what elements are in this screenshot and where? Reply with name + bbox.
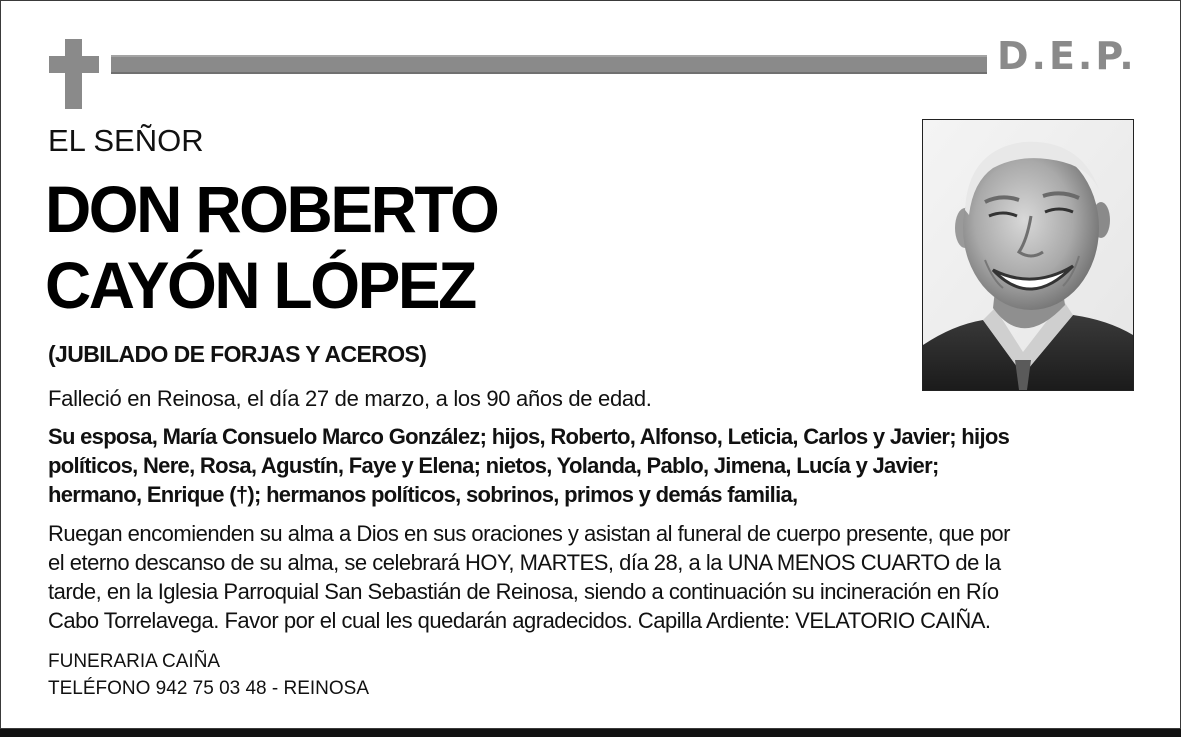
death-notice: Falleció en Reinosa, el día 27 de marzo, a los 90 años de edad.	[48, 386, 652, 411]
bottom-band	[0, 729, 1181, 737]
funeral-home	[48, 648, 369, 702]
family-line: hermano, Enrique (†); hermanos políticos, sobrinos, primos y demás familia,	[48, 482, 798, 507]
request-line: Ruegan encomienden su alma a Dios en sus oraciones y asistan al funeral de cuerpo presente, que por	[48, 521, 1010, 546]
family-line: Su esposa, María Consuelo Marco González; hijos, Roberto, Alfonso, Leticia, Carlos y Javier; hijos	[48, 424, 1010, 449]
family-line: políticos, Nere, Rosa, Agustín, Faye y Elena; nietos, Yolanda, Pablo, Jimena, Lucía y Javier;	[48, 453, 939, 478]
funeral-home-phone: TELÉFONO 942 75 03 48 - REINOSA	[48, 678, 370, 699]
portrait-photo	[922, 119, 1134, 391]
honorific: EL SEÑOR	[48, 123, 204, 158]
occupation: (JUBILADO DE FORJAS Y ACEROS)	[48, 341, 427, 367]
name-line-2: CAYÓN LÓPEZ	[45, 248, 475, 322]
request-line: Cabo Torrelavega. Favor por el cual les quedarán agradecidos. Capilla Ardiente: VELATORIO CAIÑA.	[48, 608, 991, 633]
name-line-1: DON ROBERTO	[45, 172, 498, 246]
funeral-home-name: FUNERARIA CAIÑA	[48, 651, 221, 672]
family-list	[48, 422, 1138, 509]
deceased-name	[45, 171, 497, 323]
funeral-request	[48, 519, 1138, 635]
request-line: el eterno descanso de su alma, se celebrará HOY, MARTES, día 28, a la UNA MENOS CUARTO de la	[48, 550, 1001, 575]
header-rule	[111, 55, 987, 74]
request-line: tarde, en la Iglesia Parroquial San Sebastián de Reinosa, siendo a continuación su incineración en Río	[48, 579, 999, 604]
dep-heading: D.E.P.	[997, 34, 1137, 78]
